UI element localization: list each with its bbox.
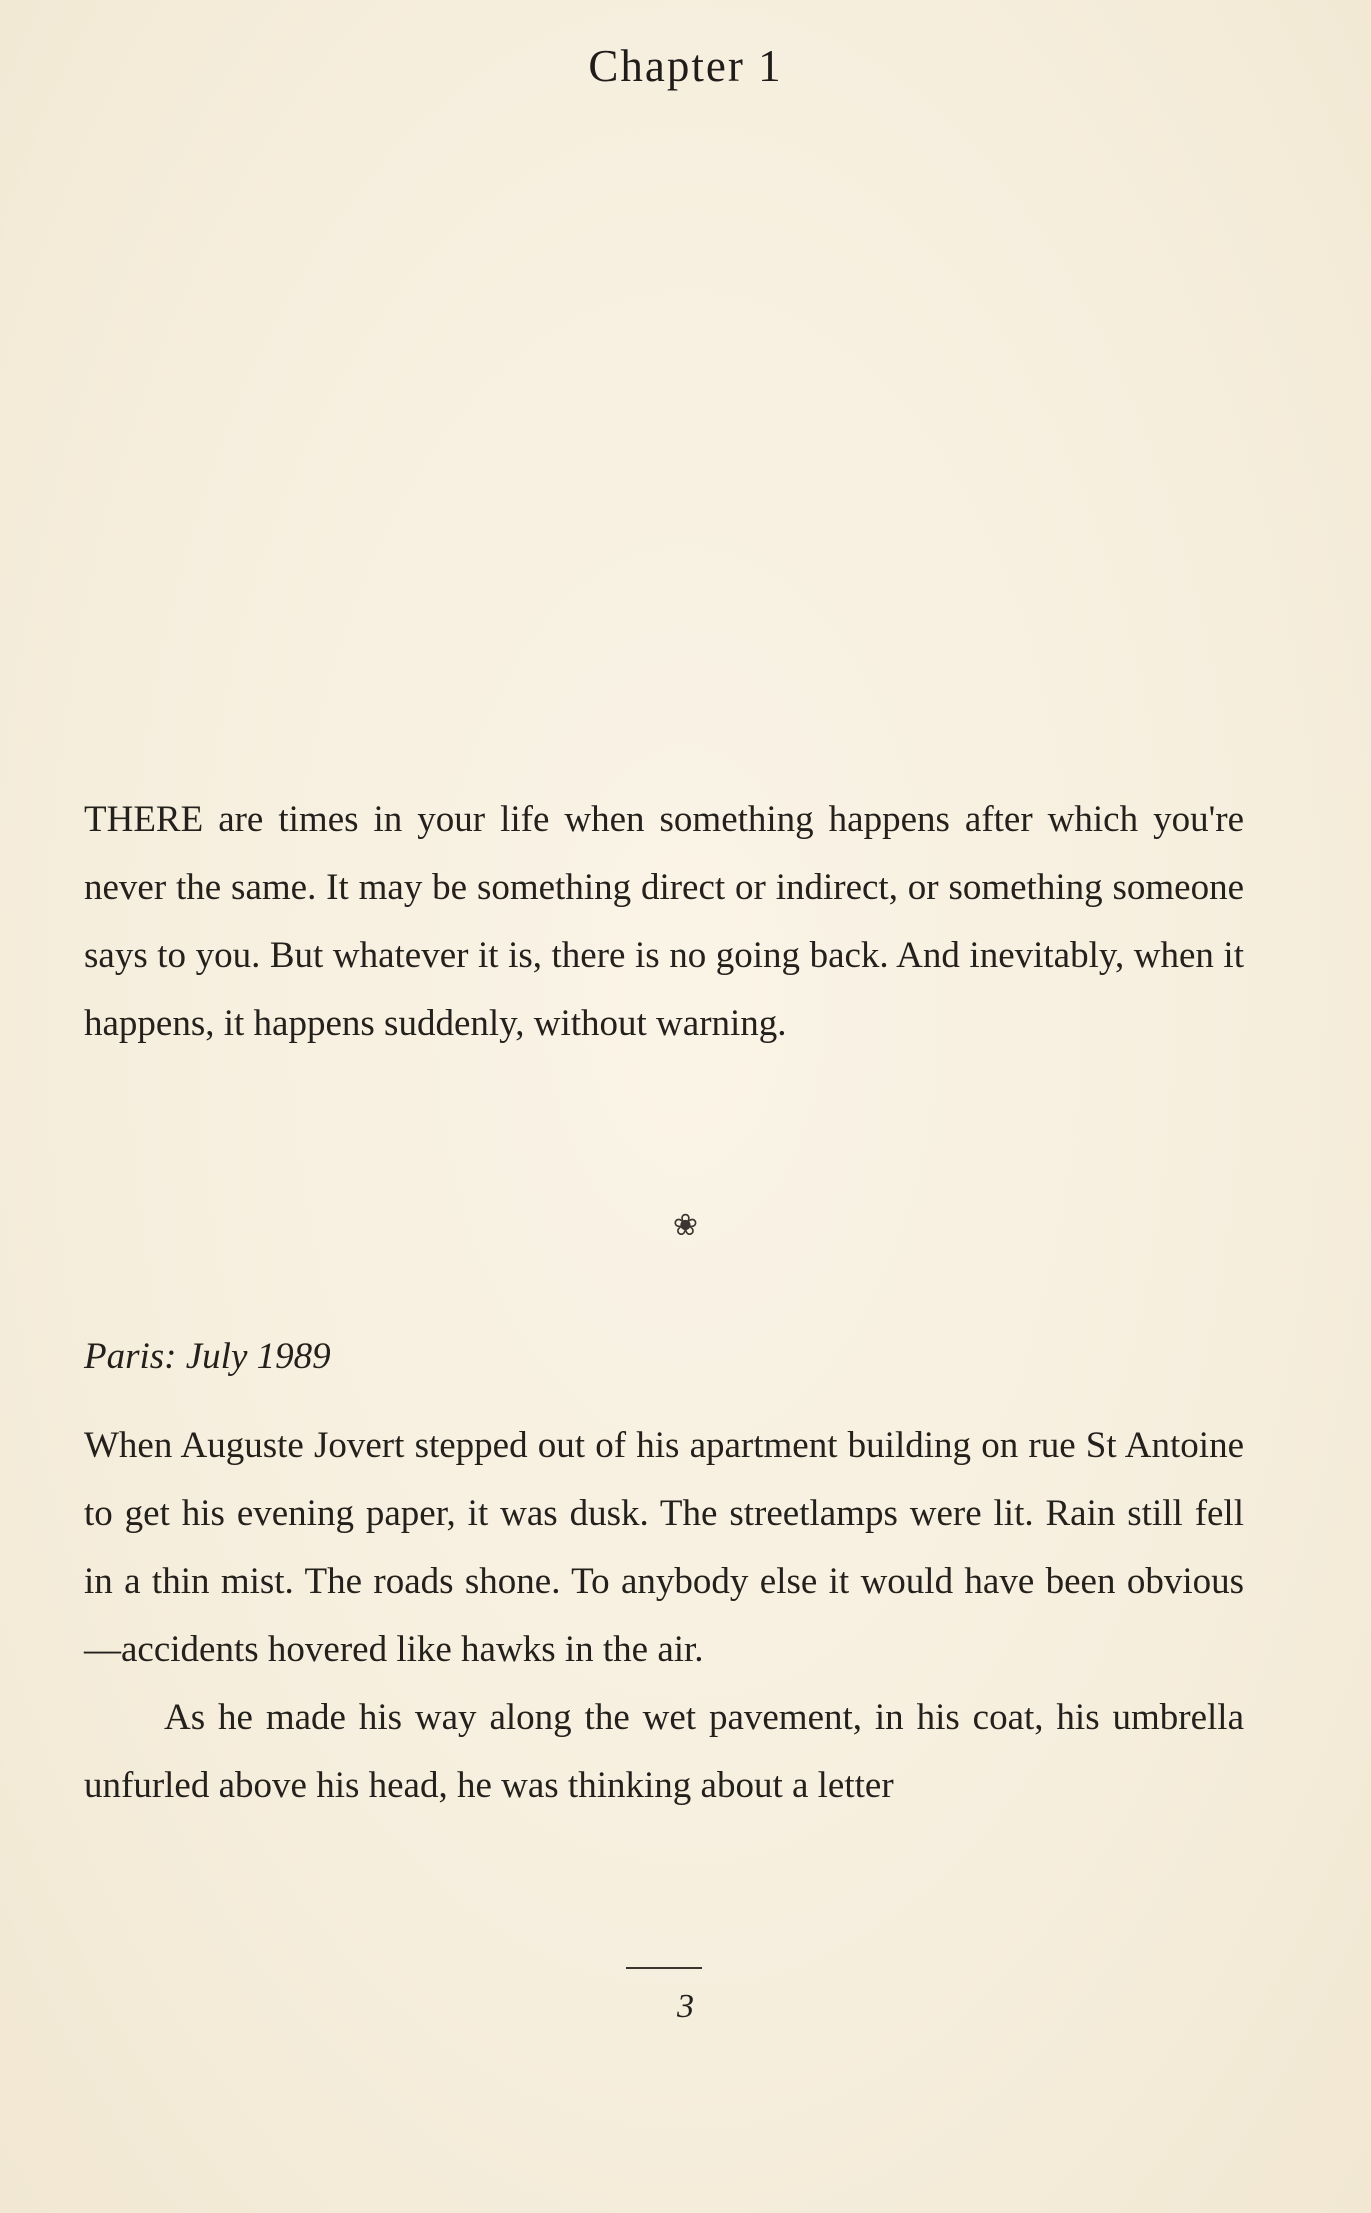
chapter-title: Chapter 1 [588, 41, 783, 91]
page-number: 3 [677, 1988, 694, 2025]
intro-paragraph: THERE are times in your life when something happens after which you're never the same. It may be something direct or indirect, or something someone says to you. But whatever it is, there is no going back. And inevitably, when it happens, it happens suddenly, without warning. [84, 799, 1244, 1044]
footer-rule [626, 1967, 702, 1969]
intro-paragraph-block [84, 786, 1244, 1058]
body-text-block [84, 1412, 1244, 1820]
dateline: Paris: July 1989 [84, 1336, 331, 1377]
body-paragraph: When Auguste Jovert stepped out of his apartment building on rue St Antoine to get his evening paper, it was dusk. The streetlamps were lit. Rain still fell in a thin mist. The roads shone. To anybody else it would have been obvious—accidents hovered like hawks in the air. [84, 1425, 1244, 1670]
flower-ornament-icon: ❀ [672, 1208, 699, 1243]
body-paragraph: As he made his way along the wet pavement, in his coat, his umbrella unfurled above his head, he was thinking about a letter [84, 1697, 1244, 1806]
